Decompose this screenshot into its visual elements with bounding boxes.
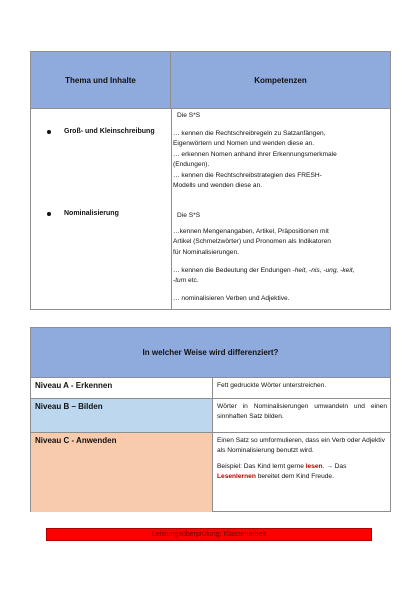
level-c-example: Beispiel: Das Kind lernt gerne lesen. → Das Lesenlernen bereitet dem Kind Freude. bbox=[217, 462, 347, 481]
header-competences: Kompetenzen bbox=[254, 75, 307, 85]
level-b-label: Niveau B – Bilden bbox=[31, 399, 213, 433]
column-divider bbox=[171, 109, 172, 310]
competence-block-2 bbox=[173, 227, 387, 258]
topic-item bbox=[47, 128, 171, 135]
competence-table-header bbox=[31, 52, 390, 109]
level-a-description: Fett gedruckte Wörter unterstreichen. bbox=[213, 378, 390, 399]
competence-line: … kennen die Rechtschreibstrategien des FRESH- bbox=[173, 171, 322, 179]
differentiation-table bbox=[30, 327, 391, 512]
competence-line: … kennen die Bedeutung der Endungen -heit, -nis, -ung, -keit, bbox=[173, 267, 355, 274]
competence-line: Modells und wenden diese an. bbox=[173, 182, 263, 190]
competence-line: Artikel (Schmelzwörter) und Pronomen als Indikatoren bbox=[173, 238, 331, 246]
competence-line: -tum etc. bbox=[173, 277, 199, 285]
competence-intro: Die S*S bbox=[177, 112, 201, 119]
competence-line: … erkennen Nomen anhand ihrer Erkennungsmerkmale bbox=[173, 150, 337, 158]
competence-line: …kennen Mengenangaben, Artikel, Präpositionen mit bbox=[173, 228, 329, 235]
competence-table bbox=[30, 51, 391, 310]
bullet-icon bbox=[47, 130, 51, 134]
topic-label: Groß- und Kleinschreibung bbox=[64, 128, 155, 135]
competence-block-1 bbox=[173, 129, 387, 191]
topic-label: Nominalisierung bbox=[64, 210, 119, 217]
competence-line: Eigenwörtern und Nomen und wenden diese an. bbox=[173, 140, 315, 148]
differentiation-header: In welcher Weise wird differenziert? bbox=[31, 328, 390, 378]
competence-block-2b bbox=[173, 266, 387, 287]
assessment-bar: Leistungsüberprüfung: Klassenarbeit bbox=[46, 528, 372, 541]
topic-item bbox=[47, 210, 171, 217]
level-c-label: Niveau C - Anwenden bbox=[31, 433, 213, 512]
level-b-description: Wörter in Nominalisierungen umwandeln und einen sinnhaften Satz bilden. bbox=[213, 399, 390, 433]
level-c-description: Einen Satz so umformulieren, dass ein Verb oder Adjektiv als Nominalisierung benutzt wird. bbox=[217, 437, 385, 455]
suffix-list: -tum bbox=[173, 277, 187, 285]
competence-line: … nominalisieren Verben und Adjektive. bbox=[173, 295, 290, 302]
level-c-cell bbox=[213, 433, 390, 512]
competence-line: für Nominalisierungen. bbox=[173, 248, 239, 256]
bullet-icon bbox=[47, 212, 51, 216]
competence-line: (Endungen). bbox=[173, 161, 210, 169]
competence-line: … kennen die Rechtschreibregeln zu Satzanfängen, bbox=[173, 130, 326, 137]
competence-intro: Die S*S bbox=[177, 212, 201, 219]
header-topics: Thema und Inhalte bbox=[31, 52, 171, 108]
level-a-label: Niveau A - Erkennen bbox=[31, 378, 213, 399]
highlight-word: lesen bbox=[305, 462, 323, 470]
suffix-list: -heit, -nis, -ung, -keit, bbox=[292, 267, 355, 274]
highlight-word: Lesenlernen bbox=[217, 473, 256, 481]
